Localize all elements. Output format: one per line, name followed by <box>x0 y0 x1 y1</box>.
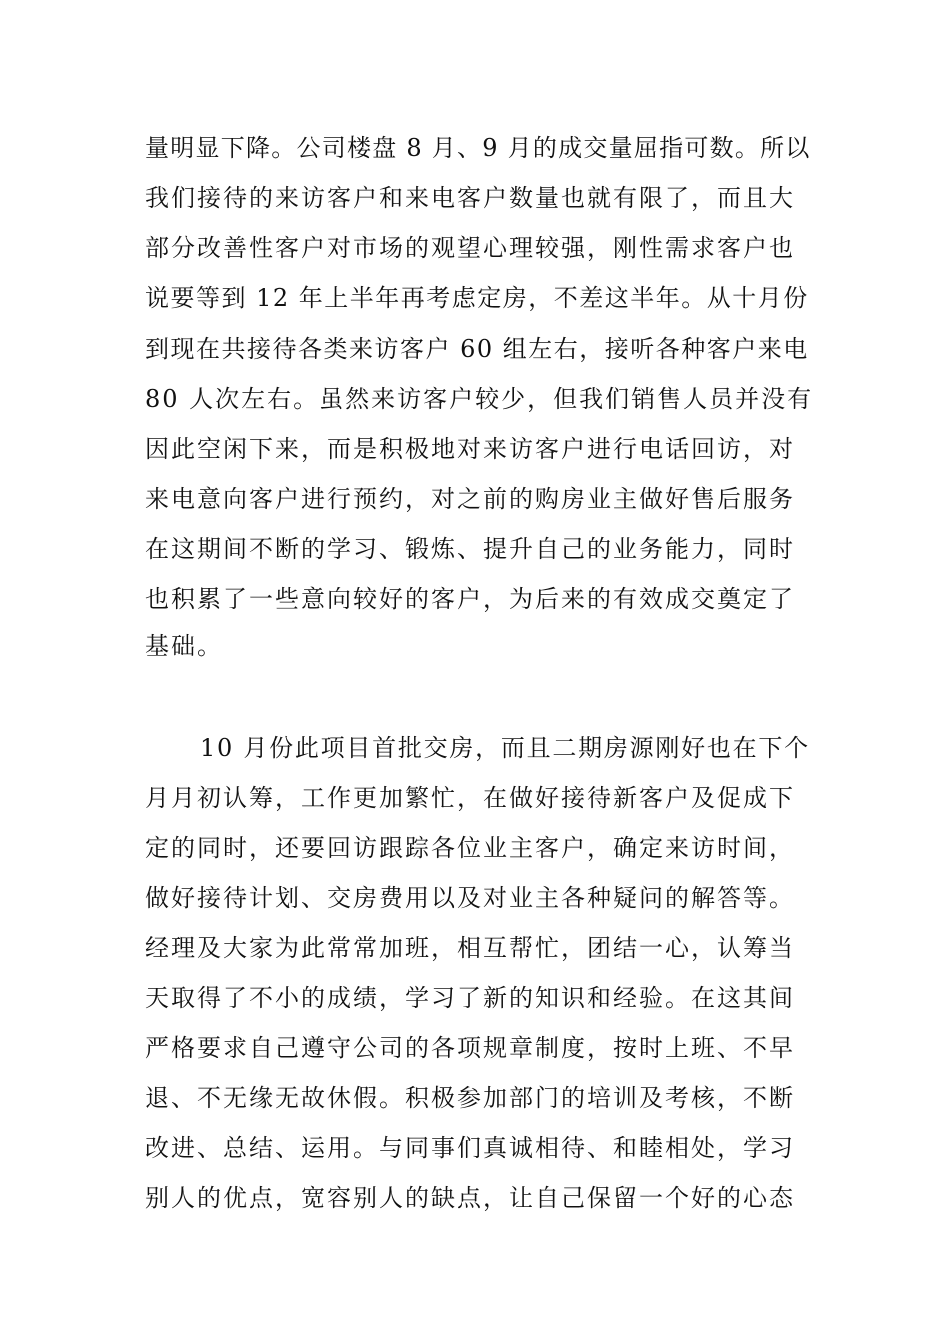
paragraph-1-line-7: 因此空闲下来，而是积极地对来访客户进行电话回访，对 <box>145 435 795 463</box>
paragraph-2-line-1: 10 月份此项目首批交房，而且二期房源刚好也在下个 <box>200 734 810 762</box>
paragraph-2-line-2: 月月初认筹，工作更加繁忙，在做好接待新客户及促成下 <box>145 784 795 812</box>
paragraph-1-line-10: 也积累了一些意向较好的客户，为后来的有效成交奠定了 <box>145 585 795 613</box>
paragraph-1-line-1: 量明显下降。公司楼盘 8 月、9 月的成交量屈指可数。所以 <box>145 134 811 162</box>
paragraph-2-line-8: 退、不无缘无故休假。积极参加部门的培训及考核，不断 <box>145 1084 795 1112</box>
paragraph-2-line-10: 别人的优点，宽容别人的缺点，让自己保留一个好的心态 <box>145 1184 795 1212</box>
paragraph-1-line-11: 基础。 <box>145 632 223 660</box>
paragraph-1-line-3: 部分改善性客户对市场的观望心理较强，刚性需求客户也 <box>145 234 795 262</box>
paragraph-1-line-6: 80 人次左右。虽然来访客户较少，但我们销售人员并没有 <box>145 385 814 413</box>
paragraph-2-line-9: 改进、总结、运用。与同事们真诚相待、和睦相处，学习 <box>145 1134 795 1162</box>
paragraph-2-line-3: 定的同时，还要回访跟踪各位业主客户，确定来访时间， <box>145 834 795 862</box>
paragraph-1-line-8: 来电意向客户进行预约，对之前的购房业主做好售后服务 <box>145 485 795 513</box>
paragraph-2-line-7: 严格要求自己遵守公司的各项规章制度，按时上班、不早 <box>145 1034 795 1062</box>
paragraph-1-line-4: 说要等到 12 年上半年再考虑定房，不差这半年。从十月份 <box>145 284 809 312</box>
paragraph-1-line-2: 我们接待的来访客户和来电客户数量也就有限了，而且大 <box>145 184 795 212</box>
paragraph-2-line-4: 做好接待计划、交房费用以及对业主各种疑问的解答等。 <box>145 884 795 912</box>
paragraph-1-line-5: 到现在共接待各类来访客户 60 组左右，接听各种客户来电 <box>145 335 809 363</box>
paragraph-2-line-6: 天取得了不小的成绩，学习了新的知识和经验。在这其间 <box>145 984 795 1012</box>
paragraph-2-line-5: 经理及大家为此常常加班，相互帮忙，团结一心，认筹当 <box>145 934 795 962</box>
paragraph-1-line-9: 在这期间不断的学习、锻炼、提升自己的业务能力，同时 <box>145 535 795 563</box>
